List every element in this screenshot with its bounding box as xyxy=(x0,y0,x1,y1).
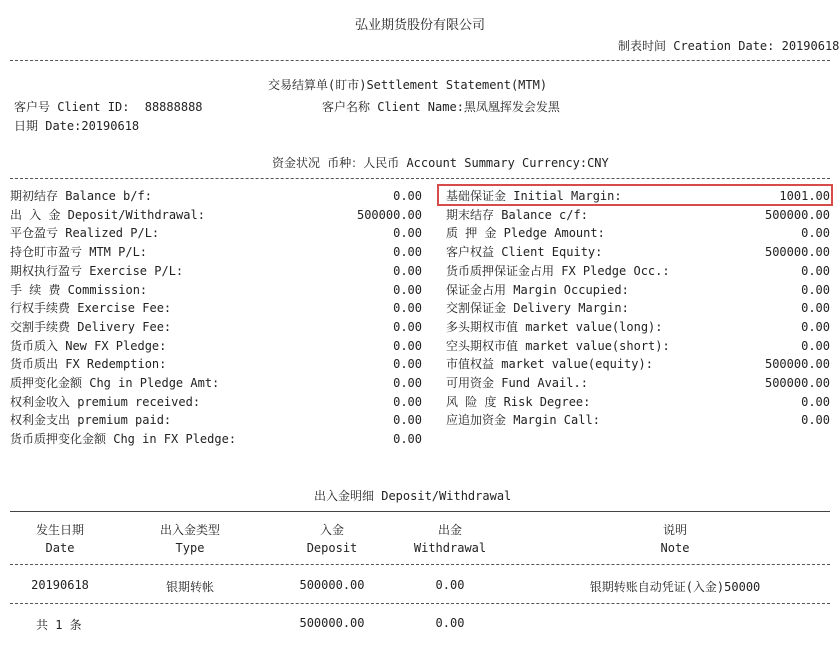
summary-row xyxy=(446,393,830,411)
summary-row xyxy=(10,355,422,373)
summary-label: 手 续 费 Commission: xyxy=(10,282,148,297)
summary-label: 期权执行盈亏 Exercise P/L: xyxy=(10,263,184,278)
col-header-cn: 出入金类型 xyxy=(159,523,220,537)
summary-row xyxy=(10,411,422,429)
summary-label: 空头期权市值 market value(short): xyxy=(446,338,670,353)
summary-value: 0.00 xyxy=(393,376,422,390)
col-header-en: Withdrawal xyxy=(413,541,487,555)
summary-label: 多头期权市值 market value(long): xyxy=(446,319,663,334)
summary-row xyxy=(446,318,830,336)
client-id-label: 客户号 Client ID: xyxy=(14,100,130,114)
summary-value: 0.00 xyxy=(801,338,830,353)
col-header-en: Note xyxy=(660,541,690,555)
summary-row xyxy=(446,224,830,242)
summary-row xyxy=(446,337,830,355)
summary-label: 应追加资金 Margin Call: xyxy=(446,413,600,428)
summary-label: 平仓盈亏 Realized P/L: xyxy=(10,226,160,241)
col-header-withdrawal xyxy=(400,521,500,555)
summary-value: 0.00 xyxy=(393,282,422,297)
summary-label: 行权手续费 Exercise Fee: xyxy=(10,301,172,316)
total-withdrawal: 0.00 xyxy=(435,616,465,630)
summary-value: 500000.00 xyxy=(764,357,830,372)
summary-value: 0.00 xyxy=(393,432,422,447)
summary-value: 0.00 xyxy=(393,319,422,334)
summary-row xyxy=(10,224,422,242)
col-header-type xyxy=(140,521,240,555)
creation-date-value: 20190618 xyxy=(781,39,840,53)
statement-title: 交易结算单(盯市)Settlement Statement(MTM) xyxy=(268,78,548,92)
summary-label: 出 入 金 Deposit/Withdrawal: xyxy=(10,207,205,222)
summary-row xyxy=(10,337,422,355)
summary-value: 0.00 xyxy=(393,226,422,241)
cell-deposit: 500000.00 xyxy=(299,578,365,592)
divider-summary xyxy=(10,178,830,179)
summary-row xyxy=(446,374,830,392)
table-header-rule xyxy=(10,564,830,565)
summary-label: 质 押 金 Pledge Amount: xyxy=(446,226,605,241)
statement-date-value: 20190618 xyxy=(81,119,140,133)
col-header-en: Deposit xyxy=(306,541,358,555)
client-name-label: 客户名称 Client Name: xyxy=(322,100,464,114)
summary-value: 0.00 xyxy=(393,413,422,428)
summary-label: 可用资金 Fund Avail.: xyxy=(446,376,588,390)
summary-label: 权利金收入 premium received: xyxy=(10,394,201,409)
summary-value: 0.00 xyxy=(393,245,422,260)
company-name: 弘业期货股份有限公司 xyxy=(354,18,485,33)
creation-date-label: 制表时间 Creation Date: xyxy=(618,39,775,53)
summary-value: 0.00 xyxy=(393,301,422,316)
cell-date: 20190618 xyxy=(31,578,89,592)
summary-label: 期末结存 Balance c/f: xyxy=(446,207,588,222)
col-header-cn: 说明 xyxy=(662,523,687,537)
summary-label: 权利金支出 premium paid: xyxy=(10,413,172,428)
summary-row xyxy=(10,430,422,448)
summary-label: 交割手续费 Delivery Fee: xyxy=(10,319,172,334)
summary-value: 0.00 xyxy=(393,338,422,353)
cell-type: 银期转帐 xyxy=(165,580,214,594)
summary-value: 0.00 xyxy=(801,282,830,297)
account-summary-title: 资金状况 币种：人民币 Account Summary Currency:CNY xyxy=(272,156,609,170)
col-header-date xyxy=(20,521,100,555)
summary-value: 500000.00 xyxy=(764,245,830,260)
summary-value: 500000.00 xyxy=(764,207,830,222)
table-row-rule xyxy=(10,603,830,604)
summary-row xyxy=(10,393,422,411)
statement-date xyxy=(14,117,139,134)
summary-label: 持仓盯市盈亏 MTM P/L: xyxy=(10,245,148,260)
summary-value: 0.00 xyxy=(801,226,830,241)
divider-top xyxy=(10,60,830,61)
summary-row xyxy=(10,281,422,299)
summary-row xyxy=(446,411,830,429)
summary-row xyxy=(10,187,422,205)
summary-label: 货币质押变化金额 Chg in FX Pledge: xyxy=(10,432,237,447)
summary-label: 交割保证金 Delivery Margin: xyxy=(446,301,629,316)
summary-row-initial-margin xyxy=(446,187,830,205)
client-name-value: 黑凤凰挥发会发黑 xyxy=(463,100,560,114)
summary-value: 1001.00 xyxy=(779,189,830,203)
cell-withdrawal: 0.00 xyxy=(435,578,465,592)
col-header-cn: 入金 xyxy=(319,523,344,537)
col-header-deposit xyxy=(282,521,382,555)
summary-label: 市值权益 market value(equity): xyxy=(446,357,653,372)
summary-label: 期初结存 Balance b/f: xyxy=(10,189,152,203)
summary-value: 0.00 xyxy=(801,394,830,409)
summary-row xyxy=(10,262,422,280)
total-deposit: 500000.00 xyxy=(299,616,365,630)
client-id xyxy=(14,98,203,115)
client-id-value: 88888888 xyxy=(144,100,203,114)
summary-label: 基础保证金 Initial Margin: xyxy=(446,189,622,203)
creation-date xyxy=(618,37,839,54)
summary-value: 500000.00 xyxy=(764,376,830,390)
summary-value: 0.00 xyxy=(393,263,422,278)
summary-value: 0.00 xyxy=(801,263,830,278)
col-header-en: Type xyxy=(175,541,205,555)
col-header-cn: 出金 xyxy=(437,523,462,537)
client-name xyxy=(322,98,560,115)
summary-row xyxy=(10,318,422,336)
total-label: 共 1 条 xyxy=(36,618,82,632)
summary-row xyxy=(10,243,422,261)
summary-row xyxy=(10,206,422,224)
summary-row xyxy=(446,299,830,317)
summary-label: 质押变化金额 Chg in Pledge Amt: xyxy=(10,376,220,390)
summary-label: 货币质出 FX Redemption: xyxy=(10,357,167,372)
summary-value: 500000.00 xyxy=(356,207,422,222)
summary-label: 货币质入 New FX Pledge: xyxy=(10,338,167,353)
cell-note: 银期转账自动凭证(入金)50000 xyxy=(589,580,761,594)
summary-row xyxy=(446,262,830,280)
summary-row xyxy=(446,206,830,224)
summary-label: 保证金占用 Margin Occupied: xyxy=(446,282,629,297)
table-top-rule xyxy=(10,511,830,512)
col-header-en: Date xyxy=(45,541,75,555)
summary-label: 风 险 度 Risk Degree: xyxy=(446,394,591,409)
summary-value: 0.00 xyxy=(801,301,830,316)
statement-date-label: 日期 Date: xyxy=(14,119,82,133)
deposit-detail-title: 出入金明细 Deposit/Withdrawal xyxy=(314,489,512,503)
summary-value: 0.00 xyxy=(801,319,830,334)
col-header-note xyxy=(600,521,750,555)
summary-row xyxy=(446,355,830,373)
summary-label: 客户权益 Client Equity: xyxy=(446,245,603,260)
col-header-cn: 发生日期 xyxy=(35,523,84,537)
summary-value: 0.00 xyxy=(393,394,422,409)
summary-value: 0.00 xyxy=(393,357,422,372)
summary-label: 货币质押保证金占用 FX Pledge Occ.: xyxy=(446,263,670,278)
summary-row xyxy=(10,374,422,392)
summary-row xyxy=(446,243,830,261)
summary-value: 0.00 xyxy=(801,413,830,428)
summary-row xyxy=(10,299,422,317)
summary-value: 0.00 xyxy=(393,189,422,203)
summary-row xyxy=(446,281,830,299)
